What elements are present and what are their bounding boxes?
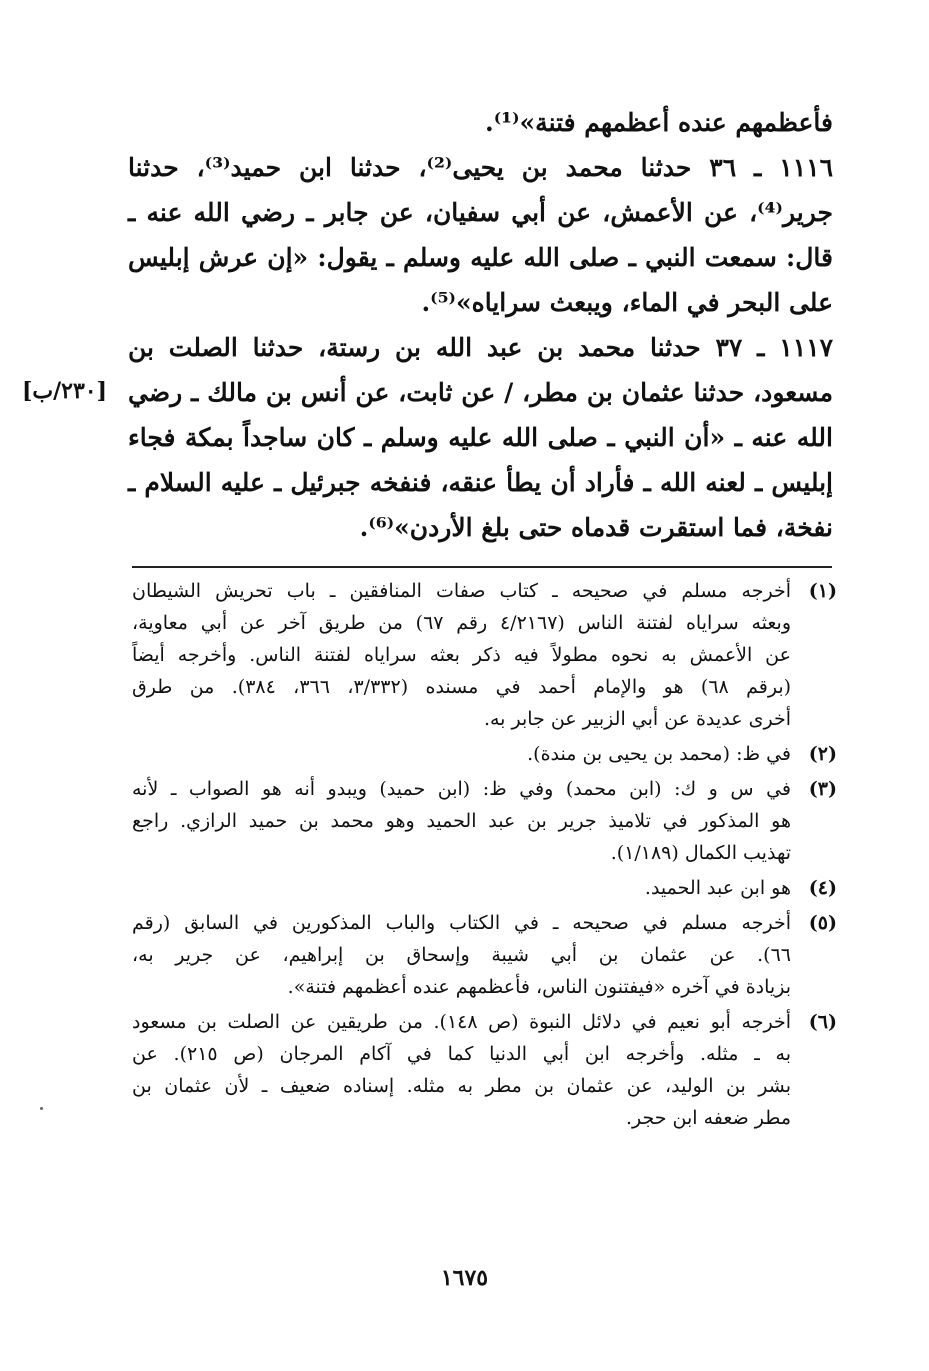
- footnote-line: تهذيب الكمال (١/١٨٩).: [610, 842, 791, 864]
- text-line: الله عنه ـ «أن النبي ـ صلى الله عليه وسلم ـ كان ساجداً بمكة فجاء: [128, 423, 833, 452]
- text-line: إبليس ـ لعنه الله ـ فأراد أن يطأ عنقه، فنفخه جبرئيل ـ عليه السلام ـ: [128, 468, 833, 497]
- manuscript-folio-marker: [٢٣٠/ب]: [22, 378, 108, 404]
- text-line: ١١١٧ ـ ٣٧ حدثنا محمد بن عبد الله بن رستة، حدثنا الصلت بن: [128, 333, 834, 362]
- text-line: ١١١٦ ـ ٣٦ حدثنا محمد بن يحيى⁽²⁾، حدثنا ابن حميد⁽³⁾، حدثنا: [128, 153, 834, 182]
- page-number: ١٦٧٥: [440, 1265, 489, 1291]
- footnote-line: أخرى عديدة عن أبي الزبير عن جابر به.: [483, 708, 791, 730]
- text-line: فأعظمهم عنده أعظمهم فتنة»⁽¹⁾.: [484, 108, 833, 137]
- main-text: [128, 100, 833, 550]
- footnote-line: ٦٦). عن عثمان بن أبي شيبة وإسحاق بن إبراهيم، عن جرير به،: [132, 944, 791, 966]
- footnote-line: بزيادة في آخره «فيفتنون الناس، فأعظمهم عنده أعظمهم فتنة».: [287, 976, 791, 998]
- footnote-number: (٤): [808, 877, 837, 899]
- footnote-line: عن الأعمش به نحوه مطولاً فيه ذكر بعثه سراياه لفتنة الناس. وأخرجه أيضاً: [132, 644, 791, 666]
- footnote-line: بشر بن الوليد، عن عثمان بن مطر به مثله. إسناده ضعيف ـ لأن عثمان بن: [132, 1075, 791, 1097]
- footnote-line: أخرجه أبو نعيم في دلائل النبوة (ص ١٤٨). من طريقين عن الصلت بن مسعود: [132, 1011, 791, 1033]
- footnote-1: [132, 575, 837, 735]
- text-line: جرير⁽⁴⁾، عن الأعمش، عن أبي سفيان، عن جابر ـ رضي الله عنه ـ: [128, 198, 833, 227]
- footnote-5: [132, 907, 837, 1003]
- footnote-number: (١): [808, 580, 837, 602]
- footnote-line: في س و ك: (ابن محمد) وفي ظ: (ابن حميد) ويبدو أنه هو الصواب ـ لأنه: [132, 778, 791, 800]
- footnote-line: به ـ مثله. وأخرجه ابن أبي الدنيا كما في آكام المرجان (ص ٢١٥). عن: [132, 1043, 791, 1065]
- footnote-line: أخرجه مسلم في صحيحه ـ كتاب صفات المنافقين ـ باب تحريش الشيطان: [132, 580, 791, 602]
- footnote-number: (٢): [808, 743, 837, 765]
- footnote-3: [132, 773, 837, 869]
- text-line: على البحر في الماء، ويبعث سراياه»⁽⁵⁾.: [421, 288, 833, 317]
- footnote-line: هو المذكور في تلاميذ جرير بن عبد الحميد وهو محمد بن حميد الرازي. راجع: [132, 810, 791, 832]
- footnote-line: مطر ضعفه ابن حجر.: [625, 1107, 791, 1129]
- footnote-line: أخرجه مسلم في صحيحه ـ في الكتاب والباب المذكورين في السابق (رقم: [132, 912, 791, 934]
- text-line: نفخة، فما استقرت قدماه حتى بلغ الأردن»⁽⁶⁾.: [359, 513, 833, 542]
- footnote-line: في ظ: (محمد بن يحيى بن مندة).: [527, 743, 791, 765]
- scan-speck: [40, 1107, 43, 1110]
- footnote-line: وبعثه سراياه لفتنة الناس (٤/٢١٦٧ رقم ٦٧) من طريق آخر عن أبي معاوية،: [132, 612, 792, 634]
- footnote-4: [132, 872, 837, 904]
- footnotes: [132, 575, 837, 1134]
- footnote-number: (٦): [808, 1011, 837, 1033]
- footnote-line: (برقم ٦٨) هو والإمام أحمد في مسنده (٣/٣٣٢، ٣٦٦، ٣٨٤). من طرق: [132, 676, 792, 698]
- footnote-number: (٥): [808, 912, 837, 934]
- footnote-2: [132, 738, 837, 770]
- footnote-6: [132, 1006, 837, 1134]
- footnote-number: (٣): [808, 778, 837, 800]
- footnote-divider: [132, 566, 832, 568]
- text-line: مسعود، حدثنا عثمان بن مطر، / عن ثابت، عن أنس بن مالك ـ رضي: [128, 378, 833, 407]
- text-line: قال: سمعت النبي ـ صلى الله عليه وسلم ـ يقول: «إن عرش إبليس: [128, 243, 833, 272]
- footnote-line: هو ابن عبد الحميد.: [644, 877, 791, 899]
